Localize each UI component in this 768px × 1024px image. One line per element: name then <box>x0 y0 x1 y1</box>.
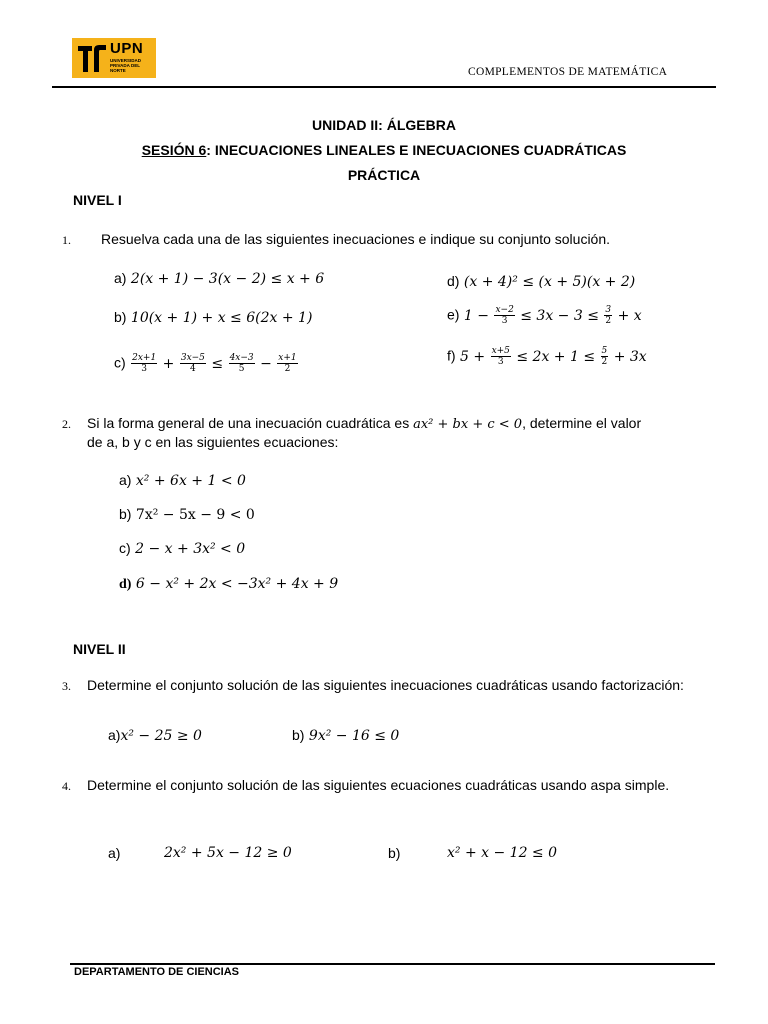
operator: ≤ <box>211 355 224 372</box>
item-label: b) <box>119 506 132 522</box>
fraction <box>131 353 157 374</box>
fraction <box>229 353 255 374</box>
expression-part: ≤ 2x + 1 ≤ <box>516 348 596 365</box>
item-label: c) <box>119 540 131 556</box>
q2-item-c <box>119 540 245 558</box>
course-title: COMPLEMENTOS DE MATEMÁTICA <box>468 66 668 78</box>
fraction <box>180 353 206 374</box>
numerator: x+5 <box>491 346 510 356</box>
item-label: d) <box>447 273 460 289</box>
denominator: 3 <box>141 364 148 374</box>
practice-title: PRÁCTICA <box>347 167 421 183</box>
fraction <box>601 346 609 367</box>
item-label: a) <box>114 270 127 286</box>
item-label: b) <box>292 727 305 743</box>
q4-item-a-label: a) <box>108 845 121 861</box>
item-label: d) <box>119 577 132 592</box>
inequality: x² + 6x + 1 < 0 <box>135 473 246 489</box>
level-2-heading: NIVEL II <box>73 641 126 657</box>
denominator: 3 <box>497 357 504 367</box>
expression-part: + 3x <box>613 348 647 365</box>
denominator: 2 <box>284 364 291 374</box>
footer-divider <box>70 963 715 965</box>
numerator: 4x−3 <box>229 353 254 363</box>
inequality <box>463 305 642 326</box>
inequality: 2 − x + 3x² < 0 <box>135 541 246 557</box>
inequality <box>460 346 647 367</box>
session-title <box>0 142 768 158</box>
numerator: 2x+1 <box>132 353 157 363</box>
fraction <box>491 346 511 367</box>
inequality: 2(x + 1) − 3(x − 2) ≤ x + 6 <box>130 271 325 287</box>
unit-title: UNIDAD II: ÁLGEBRA <box>312 117 456 133</box>
item-label: b) <box>114 309 127 325</box>
operator: + <box>162 355 175 372</box>
item-label: e) <box>447 306 460 323</box>
inequality <box>130 353 299 374</box>
expression-part: + x <box>617 307 642 324</box>
denominator: 5 <box>238 364 245 374</box>
q2-item-b <box>119 506 255 524</box>
denominator: 4 <box>190 364 196 374</box>
fraction <box>277 353 297 374</box>
item-label: a) <box>108 727 121 743</box>
q2-item-d <box>119 575 338 593</box>
question-2-text-start: Si la forma general de una inecuación cuadrática es <box>87 415 410 431</box>
header-divider <box>52 86 716 88</box>
expression-part: 5 + <box>460 348 486 365</box>
level-1-heading: NIVEL I <box>73 192 122 208</box>
q1-item-a <box>114 270 324 288</box>
question-1-text: Resuelva cada una de las siguientes inecuaciones e indique su conjunto solución. <box>101 231 611 247</box>
q1-item-d <box>447 273 635 291</box>
inequality: 9x² − 16 ≤ 0 <box>308 728 400 744</box>
inequality: 6 − x² + 2x < −3x² + 4x + 9 <box>135 576 339 592</box>
operator: − <box>260 355 272 372</box>
denominator: 3 <box>501 316 508 326</box>
question-4-text: Determine el conjunto solución de las siguientes ecuaciones cuadráticas usando aspa simple. <box>87 777 670 793</box>
department-footer: DEPARTAMENTO DE CIENCIAS <box>74 966 240 978</box>
q4-item-a-inequality: 2x² + 5x − 12 ≥ 0 <box>164 845 292 861</box>
numerator: 5 <box>601 346 608 356</box>
item-label: a) <box>119 472 132 488</box>
q4-item-b-inequality: x² + x − 12 ≤ 0 <box>447 845 558 861</box>
question-2-text-line2: de a, b y c en las siguientes ecuaciones: <box>87 434 339 450</box>
upn-logo <box>72 38 156 78</box>
inequality: x² − 25 ≥ 0 <box>120 728 202 744</box>
q1-item-e <box>447 305 642 326</box>
question-2-text-end: , determine el valor <box>522 415 642 431</box>
expression-part: ≤ 3x − 3 ≤ <box>520 307 599 324</box>
denominator: 2 <box>605 316 612 326</box>
fraction <box>494 305 514 326</box>
question-1-number: 1. <box>62 233 71 247</box>
logo-brand-text: UPN <box>110 40 144 57</box>
inequality: 10(x + 1) + x ≤ 6(2x + 1) <box>130 310 313 326</box>
numerator: x−2 <box>495 305 514 315</box>
q1-item-b <box>114 309 312 327</box>
torch-icon <box>76 42 108 74</box>
numerator: 3 <box>605 305 612 315</box>
question-3-number: 3. <box>62 679 71 693</box>
item-label: f) <box>447 347 456 364</box>
general-form: ax² + bx + c < 0 <box>413 417 523 432</box>
inequality: (x + 4)² ≤ (x + 5)(x + 2) <box>463 274 636 290</box>
session-label: SESIÓN 6 <box>141 142 207 158</box>
q2-item-a <box>119 472 246 490</box>
question-2-number: 2. <box>62 417 71 431</box>
question-3-text: Determine el conjunto solución de las siguientes inecuaciones cuadráticas usando factorización: <box>87 677 684 693</box>
q4-item-b-label: b) <box>388 845 401 861</box>
denominator: 2 <box>601 357 608 367</box>
item-label: c) <box>114 354 126 371</box>
session-topic: : INECUACIONES LINEALES E INECUACIONES CUADRÁTICAS <box>206 142 627 158</box>
question-4-number: 4. <box>62 779 71 793</box>
q1-item-f <box>447 346 647 367</box>
numerator: 3x−5 <box>180 353 205 363</box>
expression-part: 1 − <box>463 307 489 324</box>
logo-subtitle: UNIVERSIDAD PRIVADA DEL NORTE <box>110 58 142 73</box>
question-2-text <box>87 414 695 432</box>
q3-item-b <box>292 727 399 745</box>
q3-item-a <box>108 727 202 745</box>
fraction <box>604 305 612 326</box>
q1-item-c <box>114 353 299 374</box>
numerator: x+1 <box>278 353 297 363</box>
inequality: 7x² − 5x − 9 < 0 <box>135 507 255 523</box>
